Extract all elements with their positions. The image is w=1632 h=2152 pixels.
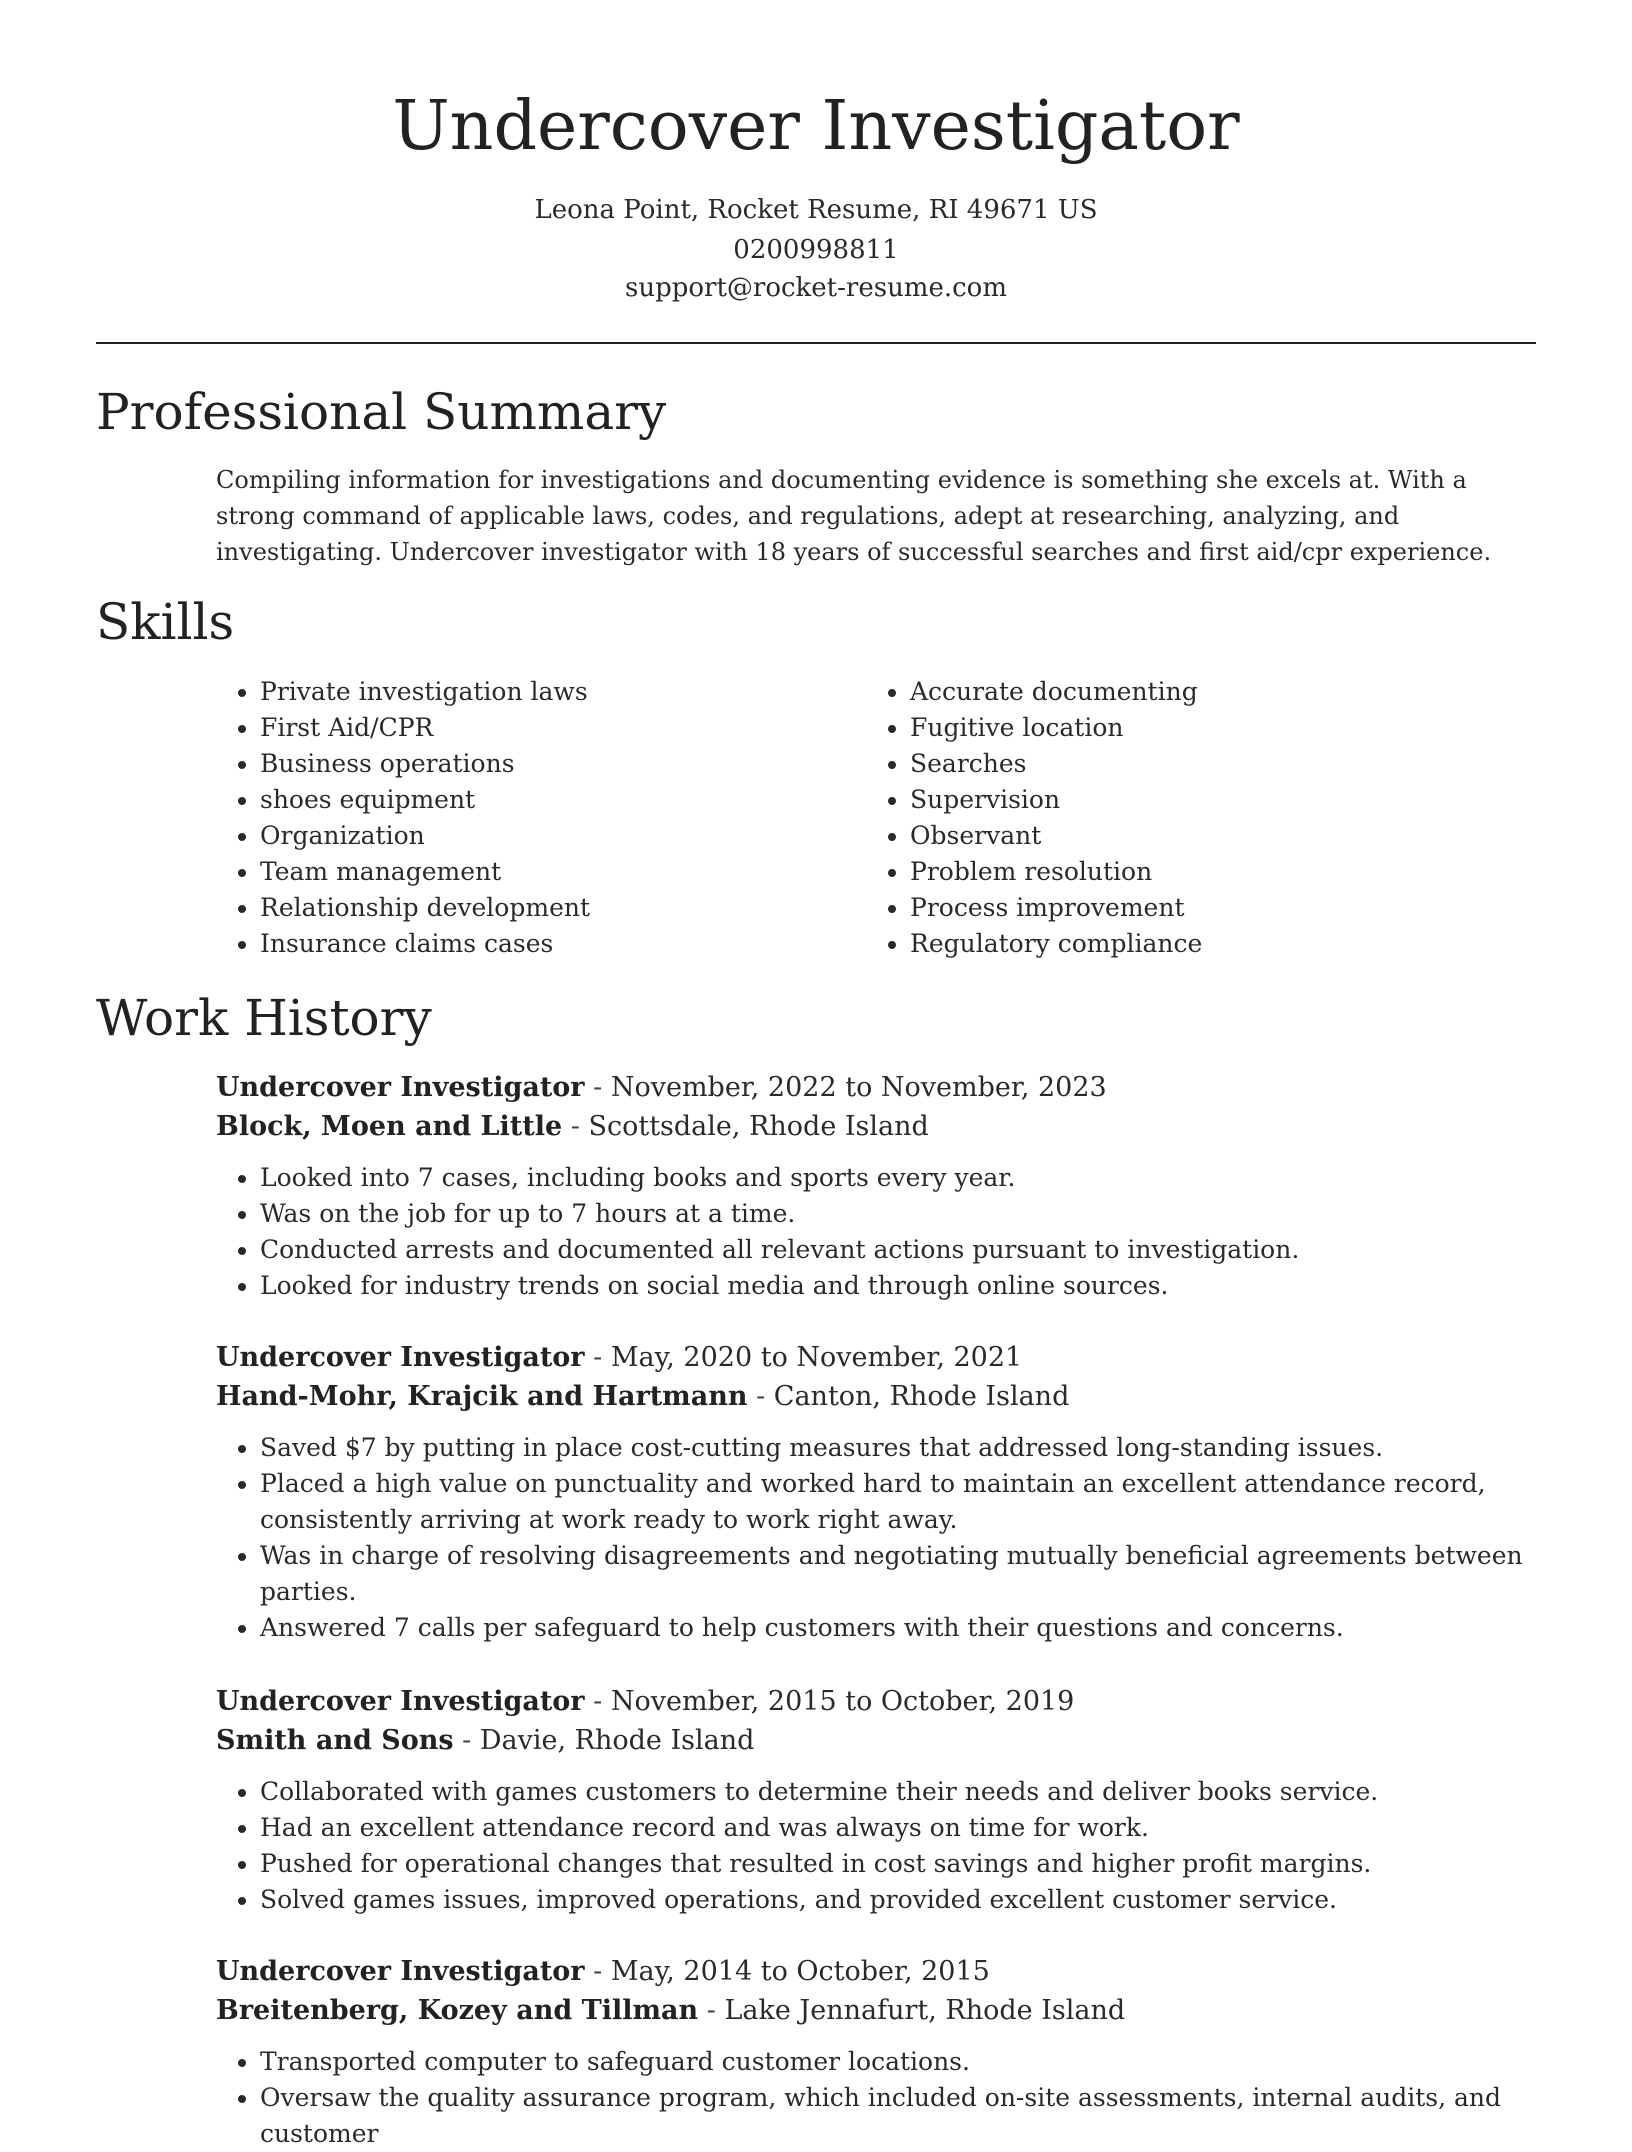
skill-item: • Supervision [910, 782, 1510, 818]
header-divider [96, 342, 1536, 344]
duty-item: • Oversaw the quality assurance program, which included on-site assessments, internal audits, and customer [260, 2080, 1536, 2152]
duty-item: • Looked into 7 cases, including books and sports every year. [260, 1160, 1536, 1196]
duty-item: • Conducted arrests and documented all relevant actions pursuant to investigation. [260, 1232, 1536, 1268]
skill-item: • Relationship development [260, 890, 860, 926]
skills-list-right [866, 674, 1510, 962]
job-separator: - [453, 1725, 480, 1756]
job-company-line [216, 1991, 1536, 2030]
job-title-line [216, 1952, 1536, 1991]
job-separator: - [584, 1956, 611, 1987]
skill-item: • Process improvement [910, 890, 1510, 926]
job-separator: - [584, 1072, 611, 1103]
contact-address: Leona Point, Rocket Resume, RI 49671 US [534, 195, 1098, 225]
skill-item: • Accurate documenting [910, 674, 1510, 710]
skill-item: • Regulatory compliance [910, 926, 1510, 962]
job-company-line [216, 1107, 1536, 1146]
duty-item: • Looked for industry trends on social media and through online sources. [260, 1268, 1536, 1304]
skill-item: • Insurance claims cases [260, 926, 860, 962]
job-separator: - [698, 1995, 725, 2026]
skill-item: • Fugitive location [910, 710, 1510, 746]
job-role: Undercover Investigator [216, 1342, 585, 1373]
duty-item: • Was in charge of resolving disagreements and negotiating mutually beneficial agreements between parties. [260, 1538, 1536, 1610]
duty-item: • Transported computer to safeguard customer locations. [260, 2044, 1536, 2080]
job-title-line [216, 1682, 1536, 1721]
skill-item: • Problem resolution [910, 854, 1510, 890]
job-dates: May, 2014 to October, 2015 [610, 1956, 990, 1987]
skills-list-left [216, 674, 860, 962]
job-location: Canton, Rhode Island [773, 1381, 1070, 1412]
job-dates: November, 2022 to November, 2023 [610, 1072, 1107, 1103]
job-location: Davie, Rhode Island [479, 1725, 755, 1756]
skill-item: • shoes equipment [260, 782, 860, 818]
job-duties [216, 1430, 1536, 1646]
job-company: Hand-Mohr, Krajcik and Hartmann [216, 1381, 748, 1412]
duty-item: • Placed a high value on punctuality and worked hard to maintain an excellent attendance record, consistently arriving at work ready to work right away. [260, 1466, 1536, 1538]
job-company: Breitenberg, Kozey and Tillman [216, 1995, 699, 2026]
duty-item: • Saved $7 by putting in place cost-cutting measures that addressed long-standing issues. [260, 1430, 1536, 1466]
summary-text: Compiling information for investigations and documenting evidence is something she excels at. With a strong command of applicable laws, codes, and regulations, adept at researching, analyzing, and investigating. Undercover investigator with 18 years of successful searches and first aid/cpr experience. [216, 466, 1492, 566]
job-title-line [216, 1068, 1536, 1107]
contact-phone: 0200998811 [733, 235, 899, 265]
job-role: Undercover Investigator [216, 1956, 585, 1987]
job-location: Scottsdale, Rhode Island [588, 1111, 929, 1142]
duty-item: • Collaborated with games customers to determine their needs and deliver books service. [260, 1774, 1536, 1810]
duty-item: • Solved games issues, improved operations, and provided excellent customer service. [260, 1882, 1536, 1918]
duty-item: • Pushed for operational changes that resulted in cost savings and higher profit margins. [260, 1846, 1536, 1882]
job-duties [216, 2044, 1536, 2152]
duty-item: • Had an excellent attendance record and was always on time for work. [260, 1810, 1536, 1846]
job-company-line [216, 1377, 1536, 1416]
job-separator: - [562, 1111, 589, 1142]
contact-email: support@rocket-resume.com [624, 273, 1007, 303]
section-title-work-history: Work History [96, 989, 432, 1047]
skill-item: • Observant [910, 818, 1510, 854]
job-entry [216, 1068, 1536, 1304]
resume-name: Undercover Investigator [392, 87, 1240, 166]
skill-item: • Business operations [260, 746, 860, 782]
section-title-skills: Skills [96, 593, 235, 651]
job-role: Undercover Investigator [216, 1686, 585, 1717]
duty-item: • Answered 7 calls per safeguard to help customers with their questions and concerns. [260, 1610, 1536, 1646]
job-company: Block, Moen and Little [216, 1111, 563, 1142]
job-separator: - [584, 1342, 611, 1373]
job-company-line [216, 1721, 1536, 1760]
skill-item: • Team management [260, 854, 860, 890]
job-entry [216, 1338, 1536, 1646]
job-separator: - [747, 1381, 774, 1412]
job-location: Lake Jennafurt, Rhode Island [724, 1995, 1126, 2026]
job-entry [216, 1952, 1536, 2152]
job-dates: November, 2015 to October, 2019 [610, 1686, 1075, 1717]
job-duties [216, 1774, 1536, 1918]
section-title-summary: Professional Summary [96, 383, 667, 441]
job-entry [216, 1682, 1536, 1918]
skill-item: • First Aid/CPR [260, 710, 860, 746]
duty-item: • Was on the job for up to 7 hours at a time. [260, 1196, 1536, 1232]
job-role: Undercover Investigator [216, 1072, 585, 1103]
job-dates: May, 2020 to November, 2021 [610, 1342, 1023, 1373]
job-separator: - [584, 1686, 611, 1717]
job-company: Smith and Sons [216, 1725, 454, 1756]
job-title-line [216, 1338, 1536, 1377]
job-duties [216, 1160, 1536, 1304]
skill-item: • Organization [260, 818, 860, 854]
skill-item: • Private investigation laws [260, 674, 860, 710]
skill-item: • Searches [910, 746, 1510, 782]
